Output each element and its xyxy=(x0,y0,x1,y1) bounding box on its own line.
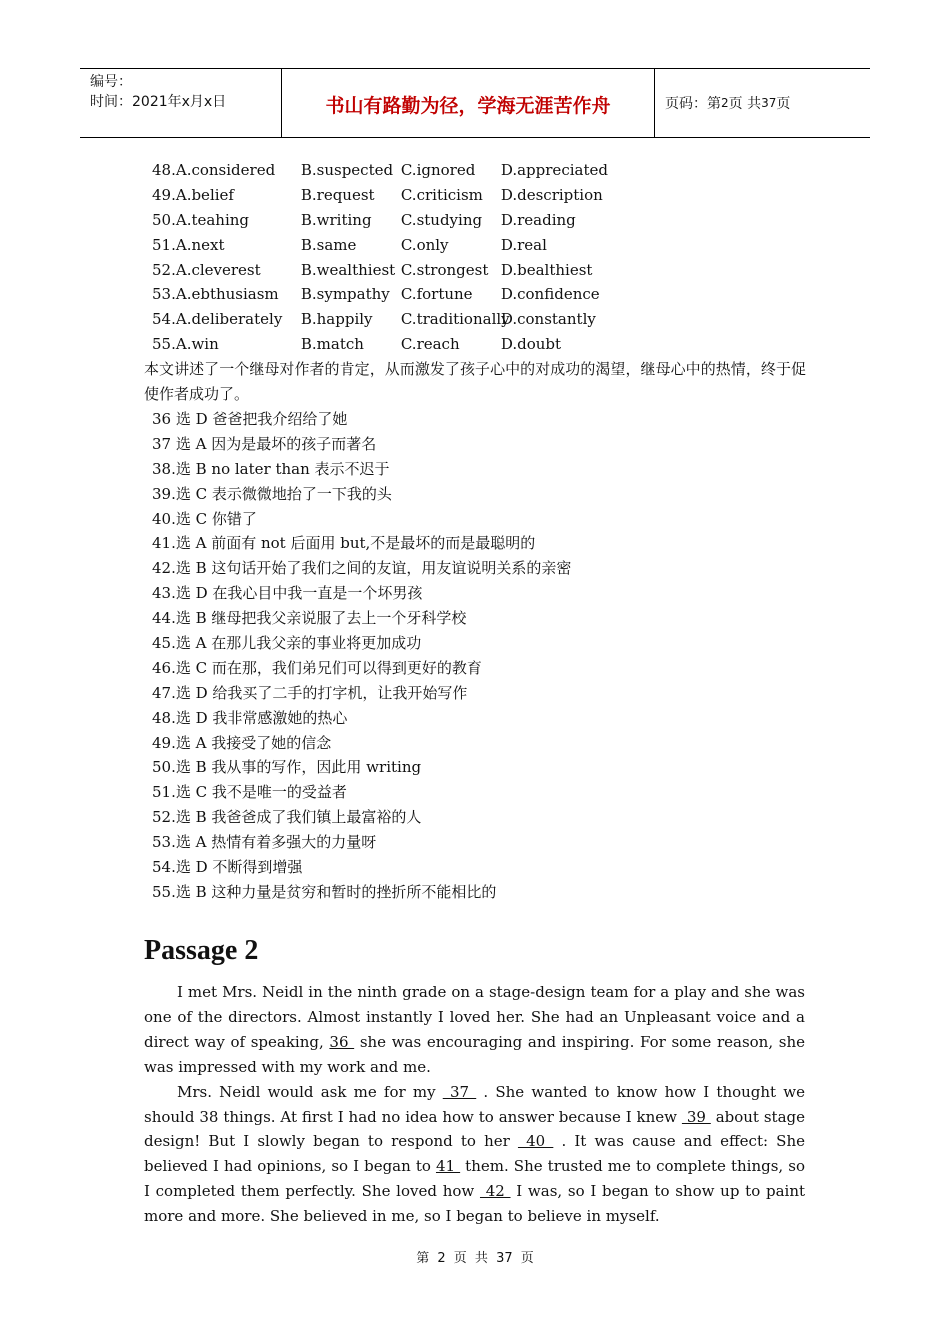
option-c: C.fortune xyxy=(400,285,473,304)
footer-current: 2 xyxy=(437,1251,446,1266)
option-d: D.reading xyxy=(500,210,576,229)
header-motto: 书山有路勤为径，学海无涯苦作舟 xyxy=(282,69,655,137)
option-number: 51. xyxy=(152,235,176,254)
header-meta xyxy=(80,69,282,137)
option-d: D.doubt xyxy=(500,335,562,354)
option-row xyxy=(152,332,812,357)
header-page-suffix: 页 xyxy=(776,96,791,112)
option-row xyxy=(152,307,812,332)
passage-text: I was, so I began to show up to paint more and more. She believed in me, so I began to believe in myself. xyxy=(144,1182,806,1226)
answer-line: 43.选 D 在我心目中我一直是一个坏男孩 xyxy=(152,584,423,603)
header-page-mid: 页 共 xyxy=(728,96,762,112)
answer-line: 51.选 C 我不是唯一的受益者 xyxy=(152,783,347,802)
answer-line: 48.选 D 我非常感激她的热心 xyxy=(152,708,348,727)
header-number-label: 编号： xyxy=(90,74,132,90)
option-row xyxy=(152,183,812,208)
option-a: A.next xyxy=(175,235,225,254)
passage-summary: 本文讲述了一个继母对作者的肯定，从而激发了孩子心中的对成功的渴望，继母心中的热情，终于促使作者成功了。 xyxy=(144,360,806,404)
footer-prefix: 第 xyxy=(416,1251,430,1266)
option-d: D.bealthiest xyxy=(500,260,593,279)
passage-text: she was encouraging and inspiring. For some reason, she was impressed with my work and me. xyxy=(144,1032,805,1076)
option-number: 50. xyxy=(152,210,176,229)
option-number: 48. xyxy=(152,161,176,179)
passage-text: about stage design! But I slowly began to respond to her xyxy=(144,1107,805,1151)
answer-line: 38.选 B no later than 表示不迟于 xyxy=(152,459,390,478)
option-b: B.suspected xyxy=(300,161,394,179)
header-page-current: 2 xyxy=(721,96,729,110)
page-header xyxy=(80,68,870,138)
option-a: A.deliberately xyxy=(175,310,283,329)
option-row xyxy=(152,233,812,258)
answer-line: 54.选 D 不断得到增强 xyxy=(152,857,303,876)
option-row xyxy=(152,258,812,283)
option-c: C.strongest xyxy=(400,260,489,279)
option-d: D.constantly xyxy=(500,310,596,329)
option-d: D.appreciated xyxy=(500,161,608,179)
option-c: C.traditionally xyxy=(400,310,510,329)
option-b: B.writing xyxy=(300,210,372,229)
option-row xyxy=(152,158,812,183)
option-d: D.description xyxy=(500,185,603,204)
footer-suffix: 页 xyxy=(520,1251,534,1266)
option-number: 55. xyxy=(152,335,176,354)
answer-line: 55.选 B 这种力量是贫穷和暂时的挫折所不能相比的 xyxy=(152,882,497,901)
option-number: 54. xyxy=(152,310,176,329)
option-b: B.same xyxy=(300,235,357,254)
answer-line: 37 选 A 因为是最坏的孩子而著名 xyxy=(152,434,377,453)
answer-line: 45.选 A 在那儿我父亲的事业将更加成功 xyxy=(152,633,422,652)
passage-text: Mrs. Neidl would ask me for my xyxy=(177,1082,443,1101)
header-page-prefix: 页码：第 xyxy=(665,96,721,112)
option-a: A.win xyxy=(175,335,219,354)
option-b: B.wealthiest xyxy=(300,260,396,279)
options-list xyxy=(152,158,812,357)
answer-line: 52.选 B 我爸爸成了我们镇上最富裕的人 xyxy=(152,808,422,827)
blank-42: 42 xyxy=(479,1182,511,1201)
option-a: A.belief xyxy=(175,185,234,204)
option-row xyxy=(152,282,812,307)
passage-text: . She wanted to know how I thought we should 38 things. At first I had no idea how to answer because I knew xyxy=(144,1082,805,1126)
option-b: B.request xyxy=(300,185,375,204)
answer-line: 42.选 B 这句话开始了我们之间的友谊，用友谊说明关系的亲密 xyxy=(152,559,572,578)
option-b: B.match xyxy=(300,335,364,354)
passage-body xyxy=(144,980,805,1229)
option-number: 49. xyxy=(152,185,176,204)
option-a: A.ebthusiasm xyxy=(175,285,279,304)
option-number: 53. xyxy=(152,285,176,304)
passage-text: . It was cause and effect: She believed I had opinions, so I began to xyxy=(144,1132,805,1176)
option-a: A.considered xyxy=(175,161,276,179)
header-page-info xyxy=(655,69,870,137)
footer-mid: 页 共 xyxy=(453,1251,488,1266)
passage-paragraph-2 xyxy=(144,1080,805,1229)
passage-paragraph-1 xyxy=(144,980,805,1080)
option-c: C.ignored xyxy=(400,161,476,179)
blank-37: 37 xyxy=(442,1082,477,1101)
answer-line: 41.选 A 前面有 not 后面用 but,不是最坏的而是最聪明的 xyxy=(152,534,536,553)
answer-line: 49.选 A 我接受了她的信念 xyxy=(152,733,332,752)
answer-line: 46.选 C 而在那，我们弟兄们可以得到更好的教育 xyxy=(152,658,482,677)
option-d: D.real xyxy=(500,235,547,254)
option-row xyxy=(152,208,812,233)
blank-36: 36 xyxy=(329,1032,355,1051)
option-b: B.happily xyxy=(300,310,373,329)
answer-line: 53.选 A 热情有着多强大的力量呀 xyxy=(152,833,377,852)
answer-line: 47.选 D 给我买了二手的打字机，让我开始写作 xyxy=(152,683,468,702)
passage-title: Passage 2 xyxy=(144,935,259,966)
passage-text: I met Mrs. Neidl in the ninth grade on a stage-design team for a play and she was one of the directors. Almost instantly I loved her. She had an Unpleasant voice and a direct way of speaking, xyxy=(144,983,805,1051)
option-c: C.criticism xyxy=(400,185,483,204)
option-a: A.teahing xyxy=(175,210,250,229)
answer-line: 36 选 D 爸爸把我介绍给了她 xyxy=(152,409,348,428)
header-page-total: 37 xyxy=(761,96,777,110)
option-number: 52. xyxy=(152,260,176,279)
footer-total: 37 xyxy=(496,1251,513,1266)
blank-41: 41 xyxy=(435,1157,461,1176)
option-c: C.only xyxy=(400,235,449,254)
option-b: B.sympathy xyxy=(300,285,390,304)
answer-line: 39.选 C 表示微微地抬了一下我的头 xyxy=(152,484,392,503)
option-a: A.cleverest xyxy=(175,260,261,279)
answers-list xyxy=(152,407,812,905)
answer-line: 50.选 B 我从事的写作，因此用 writing xyxy=(152,758,422,777)
option-d: D.confidence xyxy=(500,285,600,304)
answer-line: 44.选 B 继母把我父亲说服了去上一个牙科学校 xyxy=(152,609,467,628)
option-c: C.studying xyxy=(400,210,483,229)
answer-content xyxy=(144,158,812,905)
blank-39: 39 xyxy=(681,1107,711,1126)
passage-text: them. She trusted me to complete things, so I completed them perfectly. She loved how xyxy=(144,1157,805,1201)
header-time-label: 时间：2021年x月x日 xyxy=(90,94,227,110)
option-c: C.reach xyxy=(400,335,460,354)
answer-line: 40.选 C 你错了 xyxy=(152,509,257,528)
blank-40: 40 xyxy=(517,1132,554,1151)
page-footer xyxy=(0,1247,950,1266)
